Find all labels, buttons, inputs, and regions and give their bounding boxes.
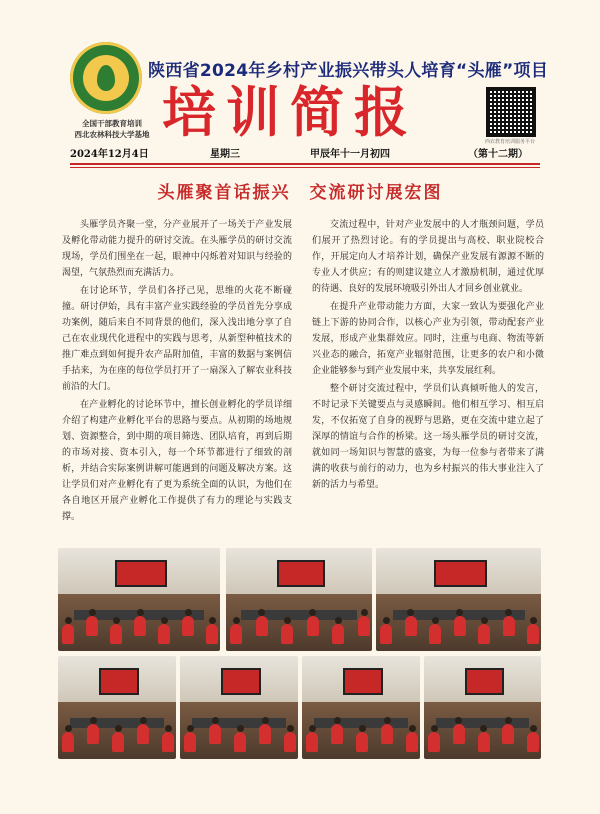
photo-discussion-5 [180, 656, 298, 759]
article-column-left [62, 217, 292, 527]
issue-date: 2024年12月4日 [70, 149, 149, 160]
qr-caption: 西农教育培训服务平台 [484, 139, 535, 145]
article-column-right [312, 217, 544, 495]
paragraph: 在讨论环节，学员们各抒己见，思维的火花不断碰撞。研讨伊始，具有丰富产业实践经验的学员首先分享成功案例，随后来自不同背景的他们，深入浅出地分享了自己在农业现代化进程中的实践与思考，从新型种植技术的推广难点到如何提升农产品附加值，丰富的数据与案例信手拈来，为在座的每位学员打开了一扇深入了解农业科技前沿的大门。 [62, 286, 292, 392]
photo-discussion-1 [58, 548, 220, 651]
project-subtitle: 陕西省2024年乡村产业振兴带头人培育“头雁”项目 [148, 61, 549, 81]
weekday: 星期三 [210, 149, 240, 160]
paragraph: 整个研讨交流过程中，学员们认真倾听他人的发言，不时记录下关键要点与灵感瞬间。他们相互学习、相互启发，不仅拓宽了自身的视野与思路，更在交流中建立起了深厚的情谊与合作的桥梁。这一场头雁学员的研讨交流，就如同一场知识与智慧的盛宴，为每一位参与者带来了满满的收获与前行的动力，也为乡村振兴的伟大事业注入了新的活力与希望。 [312, 384, 544, 490]
dateline [70, 145, 540, 161]
issue-number: （第十二期） [468, 149, 528, 160]
masthead-title: 培训简报 [162, 80, 418, 144]
photo-discussion-2 [226, 548, 372, 651]
qr-code-icon [486, 87, 536, 137]
photo-discussion-4 [58, 656, 176, 759]
photo-discussion-7 [424, 656, 541, 759]
article-headline: 头雁聚首话振兴 交流研讨展宏图 [157, 183, 443, 203]
leaf-icon [97, 65, 115, 91]
lunar-date: 甲辰年十一月初四 [310, 149, 390, 160]
photo-discussion-6 [302, 656, 420, 759]
logo-caption-2: 西北农林科技大学基地 [74, 130, 150, 139]
paragraph: 交流过程中，针对产业发展中的人才瓶颈问题，学员们展开了热烈讨论。有的学员提出与高校、职业院校合作，开展定向人才培养计划，确保产业发展有源源不断的专业人才供应；有的则建议建立人才激励机制，通过优厚的待遇、良好的发展环境吸引外出人才回乡创业就业。 [312, 220, 544, 294]
logo-caption-1: 全国干部教育培训 [82, 119, 142, 128]
paragraph: 在提升产业带动能力方面，大家一致认为要强化产业链上下游的协同合作，以核心产业为引领，带动配套产业发展，形成产业集群效应。同时，注重与电商、物流等新兴业态的融合，拓宽产业辐射范围，让更多的农户和小微企业能够参与到产业发展中来，共享发展红利。 [312, 302, 544, 376]
divider [70, 167, 540, 168]
photo-discussion-3 [376, 548, 541, 651]
paragraph: 在产业孵化的讨论环节中，擅长创业孵化的学员详细介绍了构建产业孵化平台的思路与要点。从初期的场地规划、资源整合，到中期的项目筛选、团队培育，再到后期的市场对接、资本引入，每一个环节都进行了细致的剖析，并结合实际案例讲解可能遇到的问题及解决方案。这让学员们对产业孵化有了更为系统全面的认识，为他们在各自地区开展产业孵化工作提供了有力的理论与实践支撑。 [62, 400, 292, 522]
university-logo [70, 42, 142, 114]
divider [70, 163, 540, 165]
paragraph: 头雁学员齐聚一堂，分产业展开了一场关于产业发展及孵化带动能力提升的研讨交流。在头雁学员的研讨交流现场，学员们围坐在一起，眼神中闪烁着对知识与经验的渴望，气氛热烈而充满活力。 [62, 220, 292, 278]
